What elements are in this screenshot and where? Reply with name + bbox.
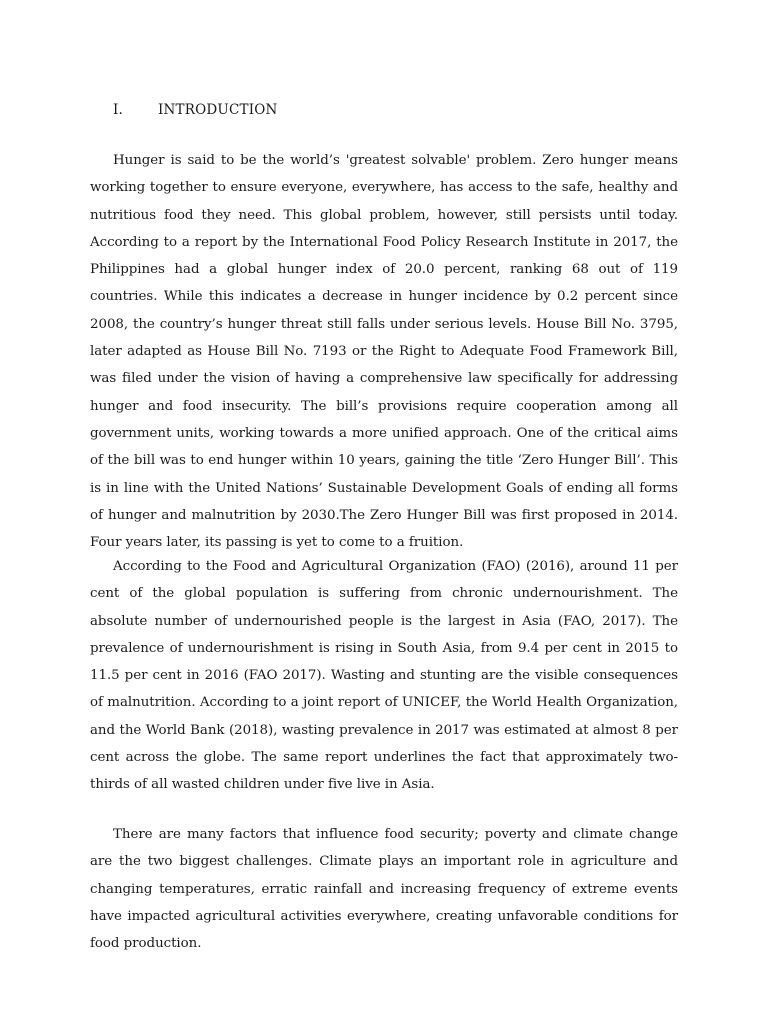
section-number: I. <box>113 102 124 118</box>
section-title: INTRODUCTION <box>158 102 278 118</box>
paragraph-food-security-factors: There are many factors that influence food security; poverty and climate change are the two biggest challenges. Climate plays an important role in agriculture and changing temperatures, erratic rainfall and increasing frequency of extreme events have impacted agricultural activities everywhere, creating unfavorable conditions for food production. <box>90 827 678 952</box>
paragraph-fao-undernourishment: According to the Food and Agricultural Organization (FAO) (2016), around 11 per cent of the global population is suffering from chronic undernourishment. The absolute number of undernourished people is the largest in Asia (FAO, 2017). The prevalence of undernourishment is rising in South Asia, from 9.4 per cent in 2015 to 11.5 per cent in 2016 (FAO 2017). Wasting and stunting are the visible consequences of malnutrition. According to a joint report of UNICEF, the World Health Organization, and the World Bank (2018), wasting prevalence in 2017 was estimated at almost 8 per cent across the globe. The same report underlines the fact that approximately two-thirds of all wasted children under five live in Asia. <box>90 559 678 793</box>
section-heading <box>113 101 278 119</box>
paragraph-introduction-hunger: Hunger is said to be the world’s 'greatest solvable' problem. Zero hunger means working together to ensure everyone, everywhere, has access to the safe, healthy and nutritious food they need. This global problem, however, still persists until today. According to a report by the International Food Policy Research Institute in 2017, the Philippines had a global hunger index of 20.0 percent, ranking 68 out of 119 countries. While this indicates a decrease in hunger incidence by 0.2 percent since 2008, the country’s hunger threat still falls under serious levels. House Bill No. 3795, later adapted as House Bill No. 7193 or the Right to Adequate Food Framework Bill, was filed under the vision of having a comprehensive law specifically for addressing hunger and food insecurity. The bill’s provisions require cooperation among all government units, working towards a more unified approach. One of the critical aims of the bill was to end hunger within 10 years, gaining the title ‘Zero Hunger Bill’. This is in line with the United Nations’ Sustainable Development Goals of ending all forms of hunger and malnutrition by 2030.The Zero Hunger Bill was first proposed in 2014. Four years later, its passing is yet to come to a fruition. <box>90 153 678 551</box>
